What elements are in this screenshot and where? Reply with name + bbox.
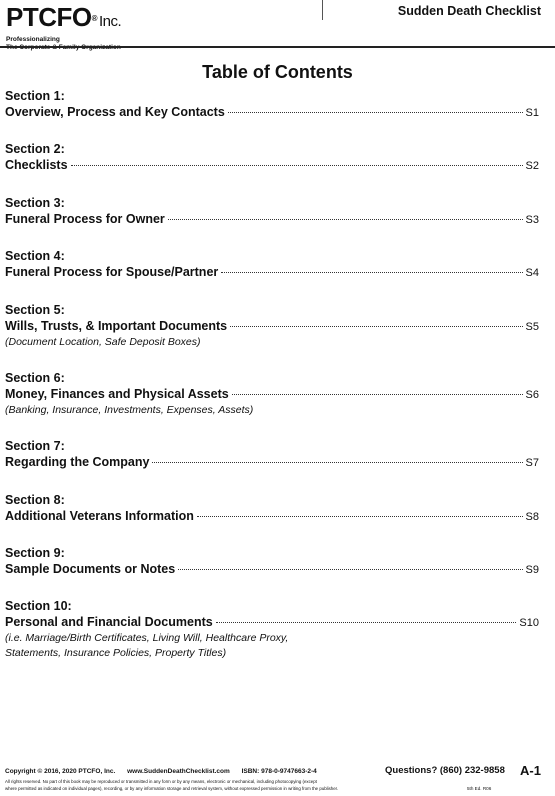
page-ref: S1 — [525, 107, 539, 119]
rights-notice — [5, 778, 475, 792]
toc-entry-section-2 — [5, 141, 539, 174]
toc-entry-section-8 — [5, 492, 539, 525]
page-header — [0, 0, 555, 51]
dot-leader — [221, 272, 522, 273]
section-title: Wills, Trusts, & Important Documents — [5, 319, 228, 333]
dot-leader — [152, 462, 522, 463]
section-title: Funeral Process for Spouse/Partner — [5, 265, 219, 279]
toc-entry-section-4 — [5, 248, 539, 281]
toc-entry-section-3 — [5, 195, 539, 228]
toc-entry-section-7 — [5, 438, 539, 471]
section-title: Regarding the Company — [5, 455, 150, 469]
logo-inc: Inc. — [99, 13, 122, 30]
dot-leader — [230, 326, 522, 327]
section-label: Section 5: — [5, 303, 65, 317]
logo-text: PTCFO — [6, 2, 92, 32]
toc-entry-section-10 — [5, 598, 539, 661]
page-ref: S6 — [525, 389, 539, 401]
section-title: Checklists — [5, 158, 68, 172]
dot-leader — [228, 112, 523, 113]
page-ref: S9 — [525, 564, 539, 576]
toc-row[interactable] — [5, 614, 539, 631]
dot-leader — [232, 394, 523, 395]
section-label: Section 6: — [5, 371, 65, 385]
section-label: Section 4: — [5, 249, 65, 263]
page-ref: S3 — [525, 214, 539, 226]
page-ref: S10 — [519, 617, 539, 629]
website-link[interactable]: www.SuddenDeathChecklist.com — [127, 768, 230, 775]
dot-leader — [71, 165, 523, 166]
page-ref: S8 — [525, 511, 539, 523]
section-label: Section 7: — [5, 439, 65, 453]
page-ref: S4 — [525, 267, 539, 279]
logo-tagline-1: Professionalizing — [6, 36, 60, 43]
dot-leader — [178, 569, 522, 570]
document-title: Sudden Death Checklist — [397, 4, 541, 18]
section-note: (Document Location, Safe Deposit Boxes) — [5, 336, 201, 348]
dot-leader — [216, 622, 517, 623]
section-label: Section 3: — [5, 196, 65, 210]
page-ref: S7 — [525, 457, 539, 469]
page-number: A-1 — [520, 763, 541, 778]
toc-row[interactable] — [5, 508, 539, 525]
section-label: Section 9: — [5, 546, 65, 560]
section-label: Section 8: — [5, 493, 65, 507]
toc-row[interactable] — [5, 211, 539, 228]
section-title: Money, Finances and Physical Assets — [5, 387, 229, 401]
toc-row[interactable] — [5, 264, 539, 281]
edition-text: 5th Ed. R06 — [467, 786, 492, 791]
section-label: Section 1: — [5, 89, 65, 103]
section-title: Personal and Financial Documents — [5, 615, 213, 629]
section-label: Section 10: — [5, 599, 72, 613]
toc-entry-section-5 — [5, 302, 539, 350]
toc-row[interactable] — [5, 318, 539, 335]
toc-row[interactable] — [5, 104, 539, 121]
section-note-continued: Statements, Insurance Policies, Property Titles) — [5, 647, 227, 659]
header-divider — [322, 0, 323, 20]
page-ref: S5 — [525, 321, 539, 333]
rights-line-1: All rights reserved. No part of this book may be reproduced or transmitted in any form or by any means, electronic or mechanical, including photocopying (except — [5, 779, 317, 784]
toc-entry-section-1 — [5, 88, 539, 121]
toc-row[interactable] — [5, 157, 539, 174]
section-title: Additional Veterans Information — [5, 509, 194, 523]
rights-line-2: where permitted as indicated on individual pages), recording, or by any information storage and retrieval system, without expressed permission in writing from the publisher. — [5, 786, 339, 791]
logo-tagline-2: The Corporate & Family Organization — [6, 44, 121, 51]
dot-leader — [197, 516, 523, 517]
footer-info-line — [5, 768, 327, 775]
questions-phone: Questions? (860) 232-9858 — [385, 765, 505, 776]
section-note: (i.e. Marriage/Birth Certificates, Living Will, Healthcare Proxy, — [5, 632, 289, 644]
dot-leader — [168, 219, 523, 220]
toc-row[interactable] — [5, 561, 539, 578]
section-label: Section 2: — [5, 142, 65, 156]
copyright-text: Copyright © 2016, 2020 PTCFO, Inc. — [5, 768, 116, 775]
logo-registered-mark: ® — [91, 14, 98, 23]
toc-row[interactable] — [5, 386, 539, 403]
toc-title: Table of Contents — [202, 62, 353, 82]
toc-entry-section-9 — [5, 545, 539, 578]
section-title: Sample Documents or Notes — [5, 562, 176, 576]
isbn-text: ISBN: 978-0-9747663-2-4 — [241, 768, 317, 775]
toc-entry-section-6 — [5, 370, 539, 418]
ptcfo-logo — [6, 4, 121, 51]
section-note: (Banking, Insurance, Investments, Expenses, Assets) — [5, 404, 254, 416]
page-ref: S2 — [525, 160, 539, 172]
header-rule — [0, 46, 555, 48]
section-title: Overview, Process and Key Contacts — [5, 105, 225, 119]
section-title: Funeral Process for Owner — [5, 212, 165, 226]
toc-row[interactable] — [5, 454, 539, 471]
